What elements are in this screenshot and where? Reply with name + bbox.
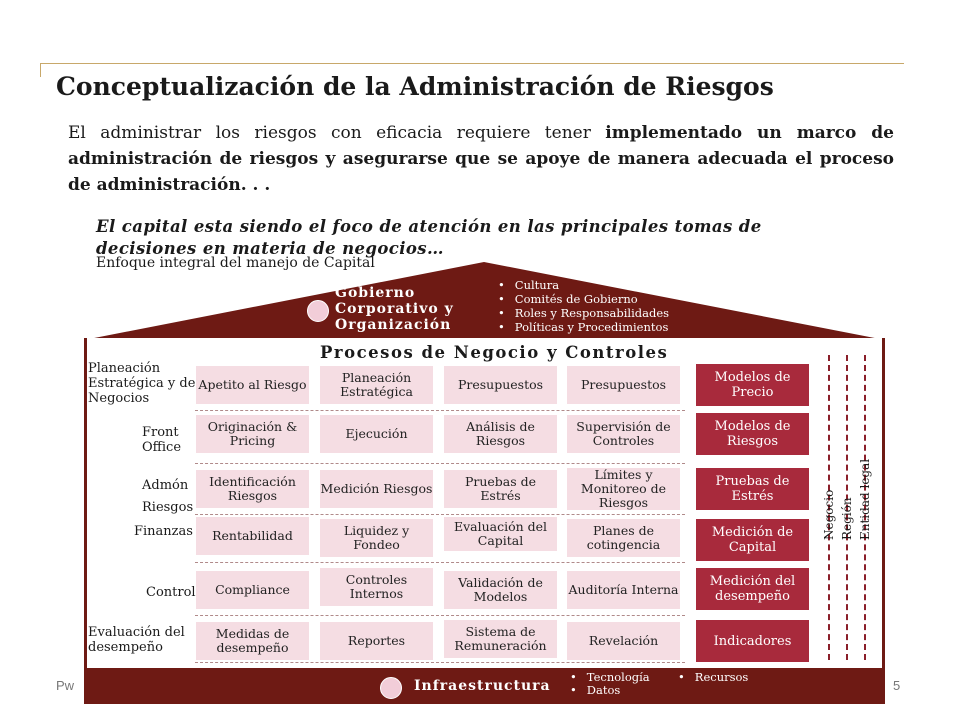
model-cell: Modelos de Riesgos <box>696 413 809 455</box>
process-cell: Presupuestos <box>444 366 557 404</box>
governance-bullet: • Cultura <box>498 278 669 292</box>
subheading-capital: Enfoque integral del manejo de Capital <box>96 255 375 271</box>
row-divider <box>195 615 685 616</box>
slide-title: Conceptualización de la Administración de Riesgos <box>56 72 774 101</box>
dimension-label-negocio: Negocio <box>822 489 836 540</box>
process-cell: Apetito al Riesgo <box>196 366 309 404</box>
governance-bullet: • Roles y Responsabilidades <box>498 306 669 320</box>
infrastructure-bullets-right <box>678 671 748 684</box>
process-cell: Presupuestos <box>567 366 680 404</box>
subheading <box>96 216 762 260</box>
process-cell: Supervisión de Controles <box>567 415 680 453</box>
row-divider <box>195 463 685 464</box>
governance-label <box>335 285 454 333</box>
governance-bullet: • Políticas y Procedimientos <box>498 320 669 334</box>
row-label-front-office: Front Office <box>142 425 182 455</box>
dimension-label-entidad: Entidad legal <box>858 458 872 540</box>
governance-label-line-1: Gobierno <box>335 285 416 301</box>
infrastructure-bullet: • Recursos <box>678 671 748 684</box>
process-cell: Revelación <box>567 622 680 660</box>
row-label-planeacion: Planeación Estratégica y de Negocios <box>88 361 196 406</box>
governance-bullet: • Comités de Gobierno <box>498 292 669 306</box>
process-cell: Ejecución <box>320 415 433 453</box>
subheading-line-2: decisiones en materia de negocios… <box>96 239 444 258</box>
model-cell: Medición del desempeño <box>696 568 809 610</box>
process-cell: Planes de cotingencia <box>567 519 680 557</box>
model-cell: Medición de Capital <box>696 519 809 561</box>
row-divider <box>195 562 685 563</box>
process-cell: Validación de Modelos <box>444 571 557 609</box>
infrastructure-label: Infraestructura <box>414 678 551 694</box>
row-label-finanzas: Finanzas <box>134 524 193 539</box>
model-cell: Indicadores <box>696 620 809 662</box>
row-divider <box>195 662 685 663</box>
process-cell: Auditoría Interna <box>567 571 680 609</box>
page-number: 5 <box>893 678 901 693</box>
process-cell: Sistema de Remuneración <box>444 620 557 658</box>
row-label-control: Control <box>146 585 196 600</box>
infrastructure-circle-icon <box>380 677 402 699</box>
governance-bullets <box>498 278 669 334</box>
roof-shape <box>84 262 885 340</box>
top-rule <box>40 63 904 64</box>
process-cell: Identificación Riesgos <box>196 470 309 508</box>
process-cell: Evaluación del Capital <box>444 517 557 551</box>
process-cell: Planeación Estratégica <box>320 366 433 404</box>
processes-heading: Procesos de Negocio y Controles <box>320 343 669 362</box>
governance-circle-icon <box>307 300 329 322</box>
process-cell: Compliance <box>196 571 309 609</box>
process-cell: Límites y Monitoreo de Riesgos <box>567 468 680 510</box>
left-rule <box>40 63 41 77</box>
model-cell: Modelos de Precio <box>696 364 809 406</box>
governance-label-line-2: Corporativo y <box>335 301 454 317</box>
row-label-evaluacion: Evaluación del desempeño <box>88 625 185 655</box>
process-cell: Liquidez y Fondeo <box>320 519 433 557</box>
row-label-admon-riesgos: Admón Riesgos <box>142 478 194 515</box>
brand-mark: Pw <box>56 678 75 693</box>
infrastructure-bullets-left <box>570 671 650 697</box>
process-cell: Controles Internos <box>320 568 433 606</box>
row-divider <box>195 410 685 411</box>
process-cell: Rentabilidad <box>196 517 309 555</box>
intro-bold-text: implementado un marco de administración de riesgos y asegurarse que se apoye de manera adecuada el proceso de administración. . . <box>68 123 894 195</box>
process-cell: Originación & Pricing <box>196 415 309 453</box>
dimension-label-region: Región <box>840 497 854 540</box>
infrastructure-bullet: • Datos <box>570 684 650 697</box>
row-divider <box>195 514 685 515</box>
process-cell: Reportes <box>320 622 433 660</box>
process-cell: Pruebas de Estrés <box>444 470 557 508</box>
infrastructure-bullet: • Tecnología <box>570 671 650 684</box>
intro-paragraph <box>68 120 894 198</box>
process-cell: Medición Riesgos <box>320 470 433 508</box>
subheading-line-1: El capital esta siendo el foco de atención en las principales tomas de <box>96 217 762 236</box>
intro-text: El administrar los riesgos con eficacia requiere tener <box>68 123 606 143</box>
process-cell: Medidas de desempeño <box>196 622 309 660</box>
process-cell: Análisis de Riesgos <box>444 415 557 453</box>
governance-label-line-3: Organización <box>335 317 452 333</box>
model-cell: Pruebas de Estrés <box>696 468 809 510</box>
